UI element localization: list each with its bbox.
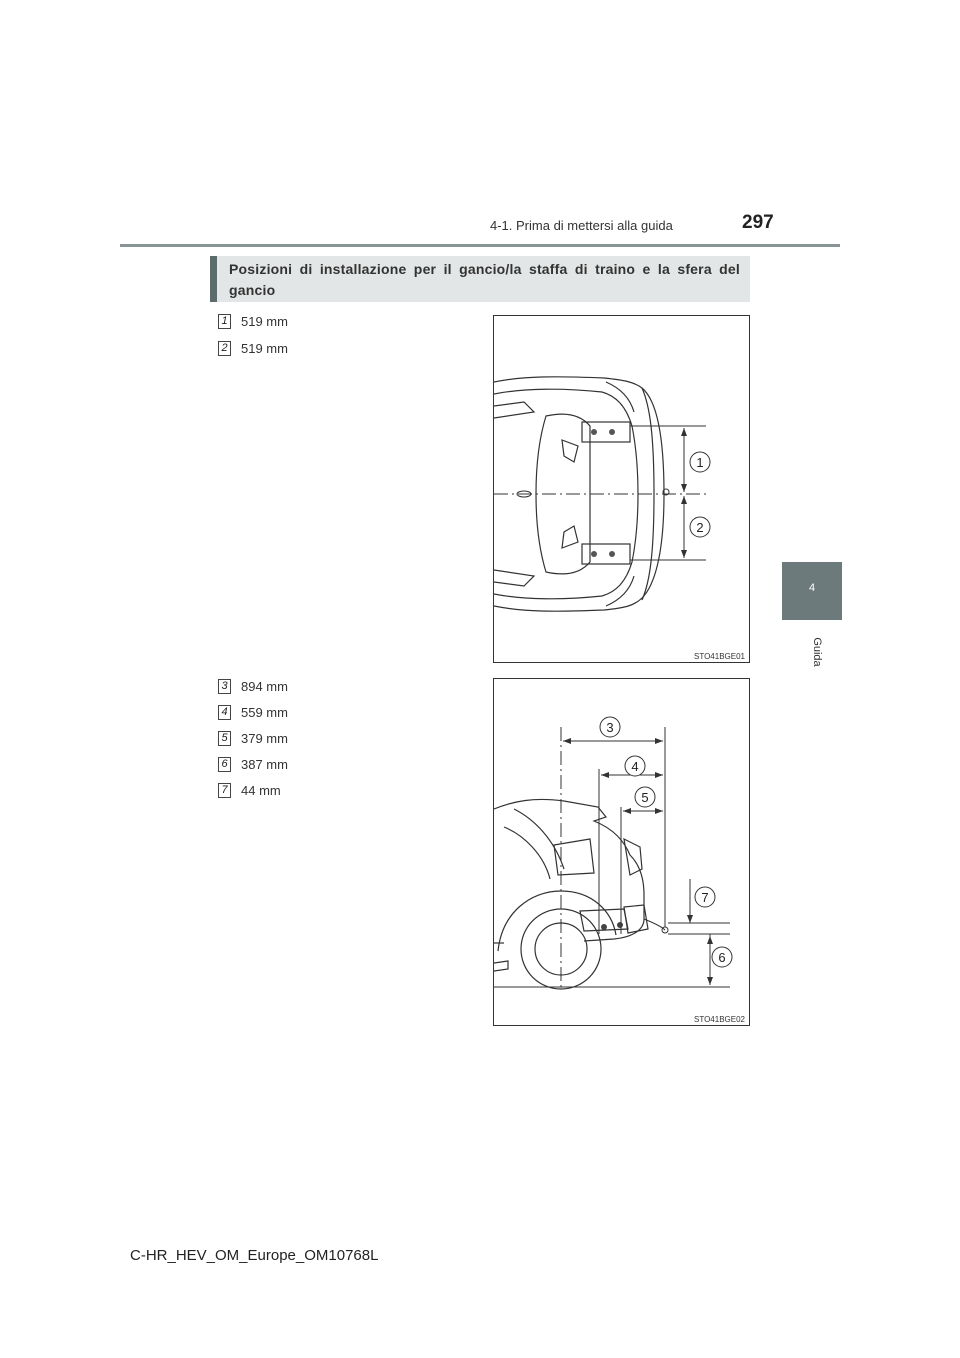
page-number: 297 [742,212,774,233]
callout-number: 3 [218,679,231,694]
figure2-label-4: 4 [631,759,639,774]
callout-number: 4 [218,705,231,720]
measurement-value: 44 mm [241,783,281,799]
measurement-value: 519 mm [241,341,288,357]
document-footer: C-HR_HEV_OM_Europe_OM10768L [130,1247,379,1264]
figure2-label-5: 5 [641,790,649,805]
chapter-label: Guida [811,637,823,667]
measurement-value: 519 mm [241,314,288,330]
figure2-label-6: 6 [718,950,726,965]
measurement-item [218,313,288,331]
measurement-item [218,756,288,774]
section-title: Posizioni di installazione per il gancio/la staffa di traino e la sfera del gancio [229,261,740,298]
measurement-item [218,340,288,358]
figure1-label-1: 1 [696,455,704,470]
measurement-item [218,704,288,722]
section-header [210,256,750,302]
rear-top-view-figure [493,315,750,663]
callout-number: 1 [218,314,231,329]
chapter-tab [782,562,842,620]
callout-number: 5 [218,731,231,746]
figure1-code: STO41BGE01 [694,652,745,661]
measurement-item [218,678,288,696]
rear-side-view-illustration [494,679,749,1025]
rear-top-view-illustration [494,316,749,662]
callout-number: 6 [218,757,231,772]
measurement-value: 894 mm [241,679,288,695]
figure1-label-2: 2 [696,520,704,535]
measurement-value: 379 mm [241,731,288,747]
chapter-number: 4 [808,582,816,594]
measurement-value: 559 mm [241,705,288,721]
callout-number: 7 [218,783,231,798]
measurement-item [218,730,288,748]
figure2-code: STO41BGE02 [694,1015,745,1024]
header-section-title: 4-1. Prima di mettersi alla guida [490,218,673,233]
measurement-item [218,782,281,800]
figure2-label-3: 3 [606,720,614,735]
figure2-label-7: 7 [701,890,709,905]
header-divider [120,244,840,247]
measurement-value: 387 mm [241,757,288,773]
rear-side-view-figure [493,678,750,1026]
callout-number: 2 [218,341,231,356]
